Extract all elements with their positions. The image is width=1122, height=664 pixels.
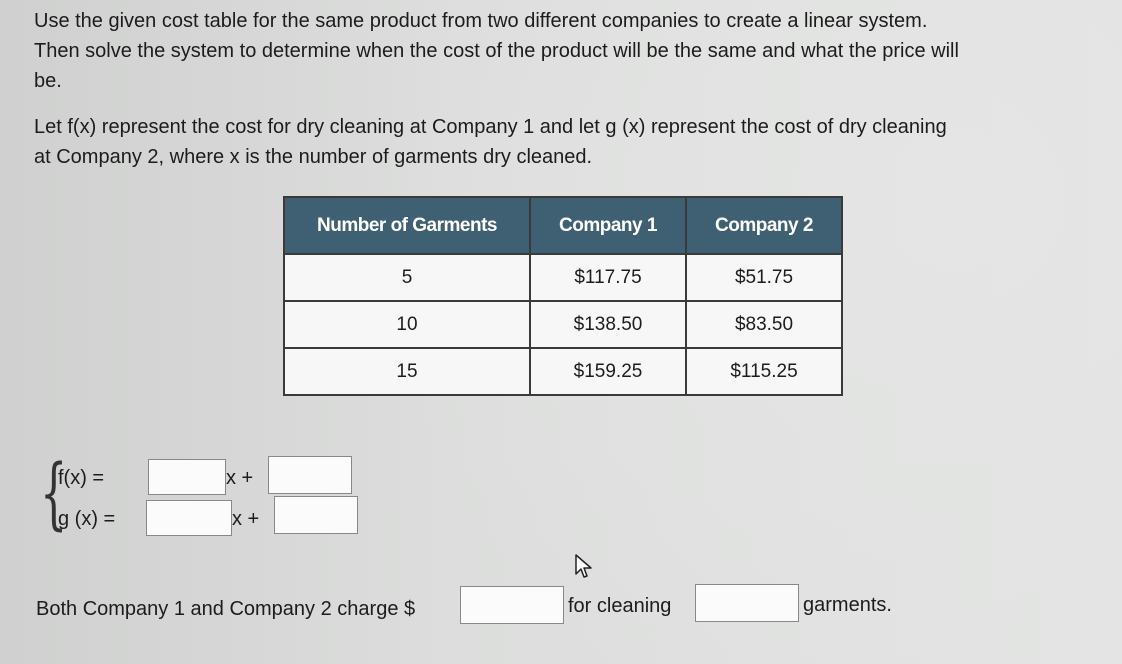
instructions-text: Use the given cost table for the same product from two different companies to create a linear system. Then solve the system to determine when the cost of the product will be the same and what the price will be. bbox=[34, 10, 959, 92]
header-company-1: Company 1 bbox=[530, 197, 686, 254]
table-cell: 5 bbox=[284, 254, 530, 301]
brace-icon: { bbox=[40, 449, 68, 539]
f-x-plus: x + bbox=[226, 467, 254, 489]
context-text: Let f(x) represent the cost for dry cleaning at Company 1 and let g (x) represent the cost of dry cleaning at Company 2, where x is the number of garments dry cleaned. bbox=[34, 116, 947, 168]
linear-system bbox=[40, 450, 360, 550]
table-row bbox=[284, 301, 842, 348]
f-label: f(x) = bbox=[58, 467, 105, 489]
g-slope-input[interactable] bbox=[146, 500, 232, 536]
price-input[interactable] bbox=[460, 586, 564, 624]
table-cell: $138.50 bbox=[530, 301, 686, 348]
table-cell: 15 bbox=[284, 348, 530, 395]
table-cell: $83.50 bbox=[686, 301, 842, 348]
table-cell: $117.75 bbox=[530, 254, 686, 301]
g-label: g (x) = bbox=[58, 508, 116, 530]
table-cell: $115.25 bbox=[686, 348, 842, 395]
table-row bbox=[284, 348, 842, 395]
cost-table bbox=[283, 196, 843, 396]
mouse-pointer-icon bbox=[573, 553, 595, 581]
garments-input[interactable] bbox=[695, 584, 799, 622]
g-intercept-input[interactable] bbox=[274, 496, 358, 534]
header-company-2: Company 2 bbox=[686, 197, 842, 254]
answer-prefix: Both Company 1 and Company 2 charge $ bbox=[36, 598, 416, 620]
f-intercept-input[interactable] bbox=[268, 456, 352, 494]
equation-g bbox=[58, 500, 358, 538]
answer-middle: for cleaning bbox=[568, 595, 672, 617]
g-x-plus: x + bbox=[232, 508, 260, 530]
table-cell: 10 bbox=[284, 301, 530, 348]
equation-f bbox=[58, 459, 358, 497]
table-cell: $51.75 bbox=[686, 254, 842, 301]
table-header-row bbox=[284, 197, 842, 254]
header-garments: Number of Garments bbox=[284, 197, 530, 254]
table-cell: $159.25 bbox=[530, 348, 686, 395]
f-slope-input[interactable] bbox=[148, 459, 226, 495]
answer-suffix: garments. bbox=[803, 594, 892, 616]
table-row bbox=[284, 254, 842, 301]
